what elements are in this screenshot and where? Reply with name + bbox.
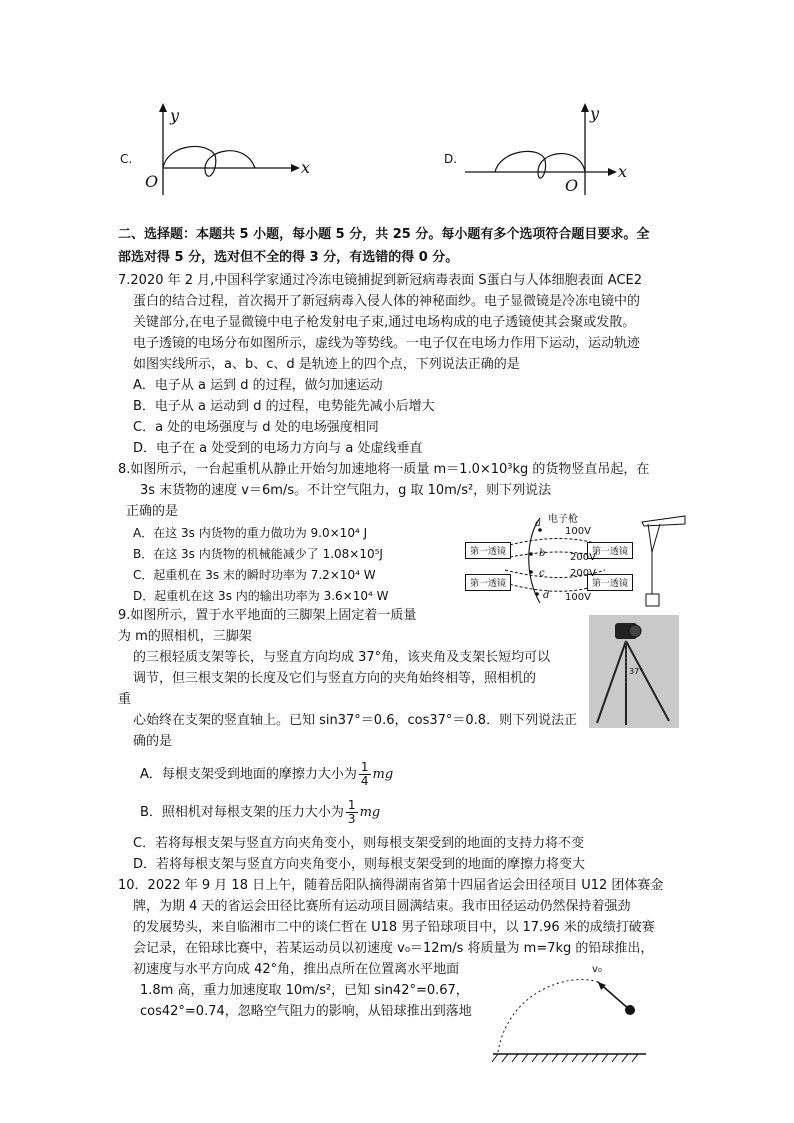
q7-option-a: A．电子从 a 运到 d 的过程，做匀加速运动 bbox=[133, 378, 383, 393]
lens-box: 第一透镜 bbox=[587, 542, 633, 559]
q7-option-c: C．a 处的电场强度与 d 处的电场强度相同 bbox=[133, 420, 379, 435]
q8-option-a: A．在这 3s 内货物的重力做功为 9.0×10⁴ J bbox=[133, 526, 368, 540]
graph-d-label: D. bbox=[444, 152, 458, 166]
q7-option-b: B．电子从 a 运动到 d 的过程，电势能先减小后增大 bbox=[133, 399, 435, 414]
q9-line: 为 m的照相机，三脚架 bbox=[118, 629, 252, 644]
graph-c-x-label: x bbox=[301, 158, 311, 177]
q9-option-b-unit: mg bbox=[359, 805, 381, 820]
q9-line: 重 bbox=[118, 692, 132, 707]
q8-line: 正确的是 bbox=[126, 504, 179, 519]
q8-option-d: D．起重机在这 3s 内的输出功率为 3.6×10⁴ W bbox=[133, 589, 389, 603]
q9-option-b-text: B．照相机对每根支架的压力大小为 bbox=[140, 805, 344, 820]
lens-gun-label: 电子枪 bbox=[548, 514, 578, 525]
graph-d bbox=[440, 100, 650, 200]
crane-drawing bbox=[640, 512, 690, 612]
q9-option-a-unit: mg bbox=[372, 767, 394, 782]
lens-point-d: d bbox=[543, 590, 550, 601]
q9-line: 9.如图所示，置于水平地面的三脚架上固定着一质量 bbox=[118, 608, 417, 623]
lens-voltage: 100V bbox=[565, 592, 591, 603]
q7-line: 如图实线所示，a、b、c、d 是轨迹上的四个点，下列说法正确的是 bbox=[133, 357, 520, 372]
graph-c-origin: O bbox=[145, 172, 159, 191]
q7-line: 电子透镜的电场分布如图所示，虚线为等势线。一电子仅在电场力作用下运动，运动轨迹 bbox=[133, 336, 641, 351]
q10-line: 1.8m 高，重力加速度取 10m/s²，已知 sin42°=0.67， bbox=[140, 983, 469, 998]
lens-box: 第一透镜 bbox=[465, 542, 511, 559]
shotput-v0-label: v₀ bbox=[592, 964, 602, 975]
graph-d-plot bbox=[440, 100, 650, 200]
q9-option-a-fraction bbox=[359, 761, 371, 788]
tripod-photo bbox=[589, 615, 679, 728]
q9-line: 的三根轻质支架等长，与竖直方向均成 37°角，该夹角及支架长短均可以 bbox=[133, 650, 551, 665]
graph-c-y-label: y bbox=[170, 106, 180, 125]
lens-box: 第一透镜 bbox=[465, 574, 511, 591]
q9-option-a-text: A．每根支架受到地面的摩擦力大小为 bbox=[140, 767, 357, 782]
q9-option-d: D．若将每根支架与竖直方向夹角变小，则每根支架受到的地面的摩擦力将变大 bbox=[133, 857, 586, 872]
q10-line: 初速度与水平方向成 42°角，推出点所在位置离水平地面 bbox=[133, 962, 460, 977]
fraction-denominator: 4 bbox=[360, 774, 369, 788]
q9-option-b-fraction bbox=[346, 799, 358, 826]
q9-line: 调节，但三根支架的长度及它们与竖直方向的夹角始终相等，照相机的 bbox=[133, 671, 537, 686]
lens-voltage: 100V bbox=[565, 526, 591, 537]
graph-c-label: C. bbox=[120, 152, 133, 166]
graph-d-y-label: y bbox=[590, 104, 600, 123]
q10-line: 牌，为期 4 天的省运会田径比赛所有运动项目圆满结束。我市田径运动仍然保持着强劲 bbox=[133, 899, 631, 914]
lens-point-b: b bbox=[539, 548, 546, 559]
q8-line: 3s 末货物的速度 v＝6m/s。不计空气阻力，g 取 10m/s²，则下列说法 bbox=[140, 483, 552, 498]
q9-option-a bbox=[140, 760, 393, 790]
crane-figure bbox=[640, 512, 690, 612]
section2-line1: 二、选择题：本题共 5 小题，每小题 5 分，共 25 分。每小题有多个选项符合题目要求。全 bbox=[118, 227, 650, 242]
electron-lens-figure bbox=[465, 508, 640, 608]
q9-line: 心始终在支架的竖直轴上。已知 sin37°＝0.6，cos37°＝0.8．则下列说法正 bbox=[133, 713, 578, 728]
lens-point-a: a bbox=[535, 518, 541, 529]
graph-d-origin: O bbox=[565, 176, 579, 195]
graph-d-x-label: x bbox=[618, 162, 628, 181]
lens-voltage: 200V bbox=[570, 552, 596, 563]
lens-point-c: c bbox=[539, 568, 545, 579]
q9-option-b bbox=[140, 798, 380, 828]
q10-line: 的发展势头，来自临湘市二中的谈仁哲在 U18 男子铅球项目中，以 17.96 米的成绩打破赛 bbox=[133, 920, 655, 935]
q7-line: 7.2020 年 2 月,中国科学家通过冷冻电镜捕捉到新冠病毒表面 S蛋白与人体细胞表面 ACE2 bbox=[118, 273, 643, 288]
graph-c bbox=[115, 100, 315, 200]
lens-voltage: 200V bbox=[570, 568, 596, 579]
q10-line: cos42°=0.74，忽略空气阻力的影响，从铅球推出到落地 bbox=[140, 1004, 472, 1019]
tripod-angle: 37° bbox=[629, 667, 644, 676]
fraction-denominator: 3 bbox=[347, 812, 356, 826]
shotput-trajectory bbox=[488, 962, 648, 1067]
q7-line: 关键部分,在电子显微镜中电子枪发射电子束,通过电场构成的电子透镜使其会聚或发散。 bbox=[133, 315, 636, 330]
shotput-figure bbox=[488, 962, 648, 1067]
lens-box: 第一透镜 bbox=[587, 574, 633, 591]
section2-line2: 部选对得 5 分，选对但不全的得 3 分，有选错的得 0 分。 bbox=[118, 250, 459, 265]
fraction-numerator: 1 bbox=[347, 798, 356, 812]
q9-option-c: C．若将每根支架与竖直方向夹角变小，则每根支架受到的地面的支持力将不变 bbox=[133, 836, 585, 851]
q10-line: 会记录，在铅球比赛中，若某运动员以初速度 v₀＝12m/s 将质量为 m=7kg 的铅球推出， bbox=[133, 941, 654, 956]
q8-option-b: B．在这 3s 内货物的机械能减少了 1.08×10⁵J bbox=[133, 547, 383, 561]
q7-option-d: D．电子在 a 处受到的电场力方向与 a 处虚线垂直 bbox=[133, 441, 423, 456]
q8-option-c: C．起重机在 3s 末的瞬时功率为 7.2×10⁴ W bbox=[133, 568, 376, 582]
q10-line: 10．2022 年 9 月 18 日上午，随着岳阳队摘得湖南省第十四届省运会田径项目 U12 团体赛金 bbox=[118, 878, 664, 893]
fraction-numerator: 1 bbox=[360, 760, 369, 774]
q8-line: 8.如图所示，一台起重机从静止开始匀加速地将一质量 m＝1.0×10³kg 的货物竖直吊起，在 bbox=[118, 462, 650, 477]
q7-line: 蛋白的结合过程，首次揭开了新冠病毒入侵人体的神秘面纱。电子显微镜是冷冻电镜中的 bbox=[133, 294, 641, 309]
q9-line: 确的是 bbox=[133, 734, 173, 749]
